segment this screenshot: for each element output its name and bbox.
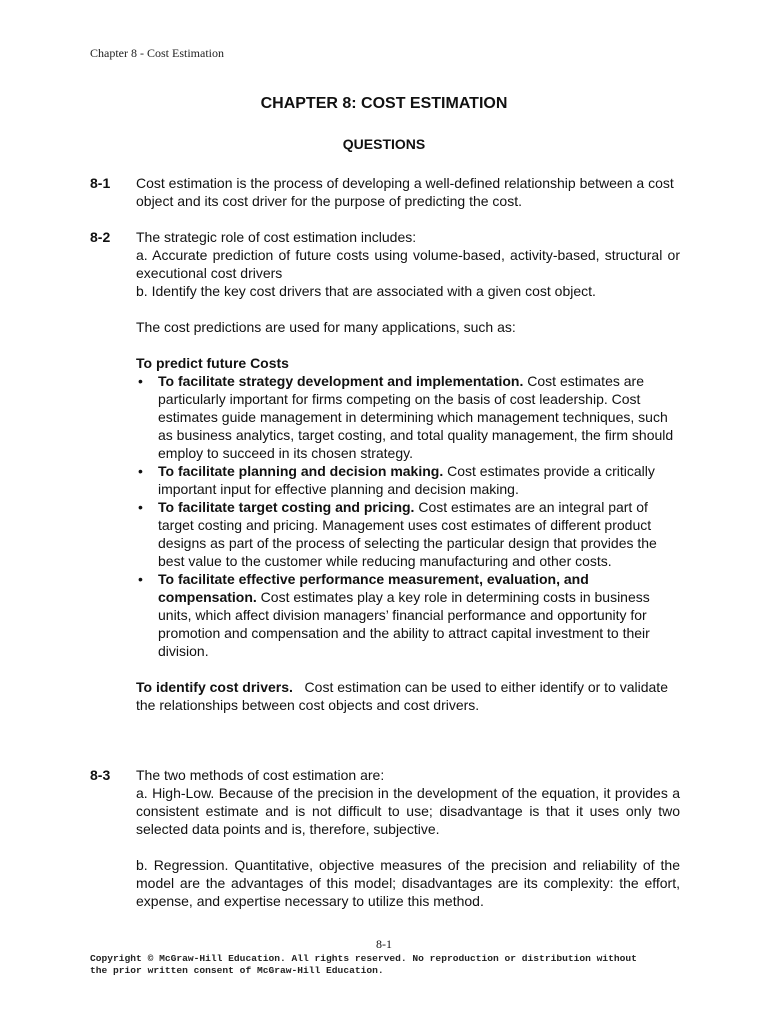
question-8-3 — [90, 766, 680, 910]
bullet-list — [136, 372, 680, 660]
identify-paragraph — [136, 678, 680, 714]
page-number: 8-1 — [376, 937, 392, 951]
bullet-text: Cost estimates are particularly important for firms competing on the basis of cost leadership. Cost estimates guide management in determining which management techniques, such as business analytics, target costing, and total quality management, the firm should employ to succeed in its chosen strategy. — [158, 373, 674, 461]
copyright-line: the prior written consent of McGraw-Hill Education. — [90, 965, 384, 976]
question-8-1 — [90, 174, 680, 210]
bullet-item — [136, 498, 680, 570]
bullet-text: Cost estimates provide a critically important input for effective planning and decision making. — [158, 463, 655, 497]
bullet-item — [136, 570, 680, 660]
bullet-bold: To facilitate effective performance measurement, evaluation, and compensation. — [158, 571, 589, 605]
copyright-line: Copyright © McGraw-Hill Education. All rights reserved. No reproduction or distribution without — [90, 953, 637, 964]
bullet-bold: To facilitate target costing and pricing. — [158, 499, 415, 515]
answer-intro: The strategic role of cost estimation includes: — [136, 229, 417, 245]
answer-text: Cost estimation is the process of developing a well-defined relationship between a cost object and its cost driver for the purpose of predicting the cost. — [136, 175, 674, 209]
bullet-text: Cost estimates are an integral part of target costing and pricing. Management uses cost estimates of different product designs as part of the process of selecting the particular design that provides the best value to the customer while reducing manufacturing and other costs. — [158, 499, 657, 569]
question-number: 8-2 — [90, 229, 111, 245]
answer-item-a: a. High-Low. Because of the precision in the development of the equation, it provides a consistent estimate and is not difficult to use; disadvantage is that it uses only two selected data points and is, therefore, subjective. — [136, 785, 680, 837]
bullet-icon: • — [138, 463, 143, 479]
question-number: 8-1 — [90, 175, 111, 191]
answer-intro: The two methods of cost estimation are: — [136, 767, 385, 783]
bullet-bold: To facilitate planning and decision making. — [158, 463, 444, 479]
bullet-text: Cost estimates play a key role in determining costs in business units, which affect division managers’ financial performance and opportunity for promotion and compensation and the ability to attract capital investment to their division. — [158, 589, 650, 659]
question-8-2 — [90, 228, 680, 714]
answer-item-a: a. Accurate prediction of future costs using volume-based, activity-based, structural or executional cost drivers — [136, 247, 680, 281]
question-body — [136, 174, 680, 210]
bullet-item — [136, 372, 680, 462]
answer-item-b: b. Identify the key cost drivers that are associated with a given cost object. — [136, 283, 596, 299]
chapter-title: CHAPTER 8: COST ESTIMATION — [260, 95, 508, 112]
bullet-icon: • — [138, 571, 143, 587]
predictions-intro: The cost predictions are used for many applications, such as: — [136, 319, 516, 335]
section-heading: QUESTIONS — [342, 136, 426, 152]
question-body — [136, 228, 680, 714]
identify-text: Cost estimation can be used to either identify or to validate the relationships between cost objects and cost drivers. — [136, 679, 672, 713]
bullet-bold: To facilitate strategy development and implementation. — [158, 373, 524, 389]
identify-bold: To identify cost drivers. — [136, 679, 293, 695]
copyright-notice — [90, 953, 690, 977]
question-body — [136, 766, 680, 910]
answer-item-b: b. Regression. Quantitative, objective measures of the precision and reliability of the model are the advantages of this model; disadvantages are its complexity: the effort, expense, and expertise necessary to utilize this method. — [136, 857, 680, 909]
bullet-icon: • — [138, 373, 143, 389]
question-number: 8-3 — [90, 767, 111, 783]
bullet-item — [136, 462, 680, 498]
running-header: Chapter 8 - Cost Estimation — [90, 46, 224, 60]
predict-heading: To predict future Costs — [136, 355, 289, 371]
bullet-icon: • — [138, 499, 143, 515]
